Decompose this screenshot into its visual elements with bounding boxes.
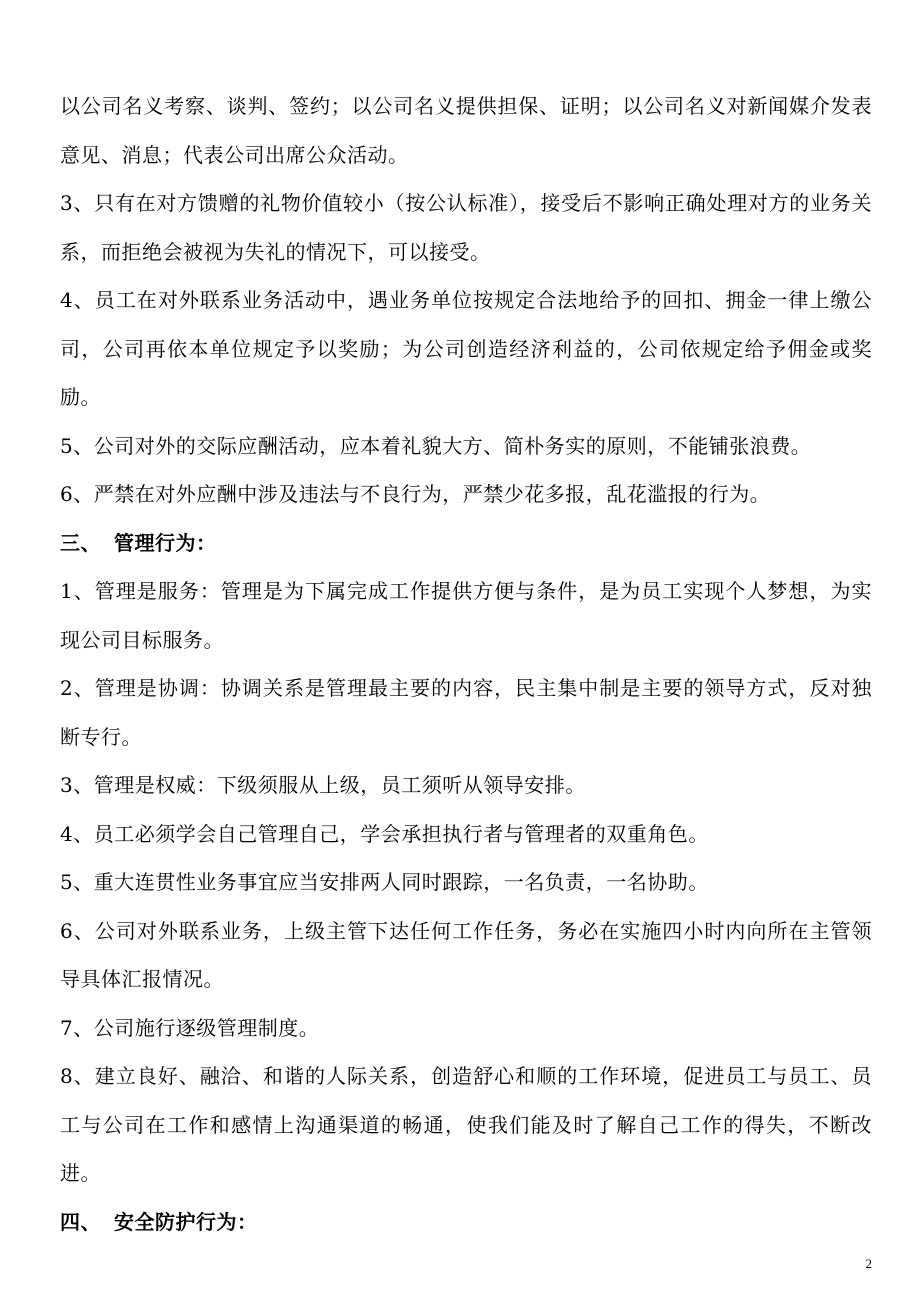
paragraph-s3-4: 5、重大连贯性业务事宜应当安排两人同时跟踪，一名负责，一名协助。 [60,870,709,894]
section-title-3: 管理行为： [114,530,217,555]
paragraph-top-0: 以公司名义考察、谈判、签约；以公司名义提供担保、证明；以公司名义对新闻媒介发表意见、消息；代表公司出席公众活动。 [60,94,872,167]
section-heading-3 [60,519,872,568]
paragraph-top-4: 6、严禁在对外应酬中涉及违法与不良行为，严禁少花多报，乱花滥报的行为。 [60,482,771,506]
paragraph-s3-7: 8、建立良好、融洽、和谐的人际关系，创造舒心和顺的工作环境，促进员工与员工、员工与公司在工作和感情上沟通渠道的畅通，使我们能及时了解自己工作的得失，不断改进。 [60,1064,872,1185]
document-page [60,82,872,1246]
paragraph-s3-6: 7、公司施行逐级管理制度。 [60,1015,320,1040]
paragraph-s3-2: 3、管理是权威：下级须服从上级，员工须听从领导安排。 [60,773,586,797]
section-title-4: 安全防护行为： [114,1209,258,1234]
page-number: 2 [865,1256,872,1271]
paragraph-s3-1: 2、管理是协调：协调关系是管理最主要的内容，民主集中制是主要的领导方式，反对独断专行。 [60,676,872,749]
section-heading-4 [60,1198,872,1247]
paragraph-top-3: 5、公司对外的交际应酬活动，应本着礼貌大方、简朴务实的原则，不能铺张浪费。 [60,433,812,458]
section-number-3: 三、 [60,530,101,555]
paragraph-top-2: 4、员工在对外联系业务活动中，遇业务单位按规定合法地给予的回扣、拥金一律上缴公司，公司再依本单位规定予以奖励；为公司创造经济利益的，公司依规定给予佣金或奖励。 [60,288,872,409]
section-number-4: 四、 [60,1209,101,1234]
paragraph-top-1: 3、只有在对方馈赠的礼物价值较小（按公认标准），接受后不影响正确处理对方的业务关系，而拒绝会被视为失礼的情况下，可以接受。 [60,191,872,264]
paragraph-s3-0: 1、管理是服务：管理是为下属完成工作提供方便与条件，是为员工实现个人梦想，为实现公司目标服务。 [60,579,872,652]
paragraph-s3-3: 4、员工必须学会自己管理自己，学会承担执行者与管理者的双重角色。 [60,821,709,846]
paragraph-s3-5: 6、公司对外联系业务，上级主管下达任何工作任务，务必在实施四小时内向所在主管领导具体汇报情况。 [60,918,872,991]
